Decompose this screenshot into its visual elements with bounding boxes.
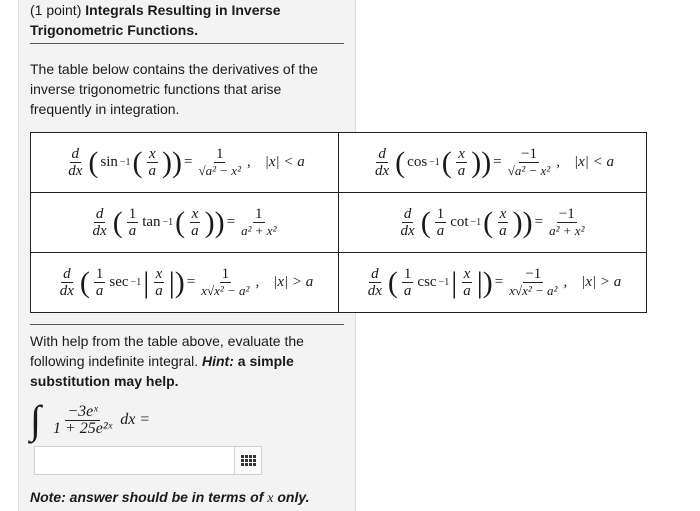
cell-csc: $\frac{d}{dx}$ ( $\frac{1}{a}$ csc −1 | $\frac{x}{a}$ |) = $\frac{-1}{\text{x√x² − a²}}$ , |x| > a	[339, 253, 647, 313]
table-row	[31, 253, 647, 313]
divider-top	[30, 43, 344, 44]
dx-equals: dx =	[120, 411, 151, 428]
points-label: (1 point)	[30, 2, 82, 18]
cell-sin: $\frac{d}{dx}$ ( sin −1 ( $\frac{x}{a}$ )) = $\frac{1}{\text{√a² − x²}}$ , |x| < a	[31, 133, 339, 193]
derivative-table	[30, 132, 647, 313]
cell-cot: $\frac{d}{dx}$ ( $\frac{1}{a}$ cot −1 ( $\frac{x}{a}$ )) = $\frac{-1}{\text{a² + x²}}$	[339, 193, 647, 253]
cell-sec: $\frac{d}{dx}$ ( $\frac{1}{a}$ sec −1 | $\frac{x}{a}$ |) = $\frac{1}{\text{x√x² − a²}}$ , |x| > a	[31, 253, 339, 313]
math-keyboard-button[interactable]	[234, 447, 261, 474]
hint-label: Hint:	[202, 353, 234, 369]
integrand-numerator: −3eˣ	[67, 402, 98, 420]
integrand-denominator: 1 + 25e²ˣ	[52, 419, 113, 437]
intro-text: The table below contains the derivatives of the inverse trigonometric functions that arise frequently in integration.	[30, 61, 318, 117]
integrand	[51, 404, 114, 437]
answer-input[interactable]	[35, 447, 234, 474]
answer-box	[34, 446, 262, 475]
hint-text: a simple substitution may help.	[30, 353, 294, 389]
table-row	[31, 193, 647, 253]
problem-title	[30, 0, 350, 40]
divider-bottom	[30, 324, 344, 325]
answer-note: Note: answer should be in terms of x only.	[30, 489, 310, 506]
help-text: With help from the table above, evaluate the following indefinite integral. Hint: a simple substitution may help.	[30, 333, 304, 389]
cell-tan: $\frac{d}{dx}$ ( $\frac{1}{a}$ tan −1 ( $\frac{x}{a}$ )) = $\frac{1}{\text{a² + x²}}$	[31, 193, 339, 253]
keypad-icon	[241, 455, 256, 466]
integral-expression	[30, 397, 151, 442]
table-row	[31, 133, 647, 193]
cell-cos: $\frac{d}{dx}$ ( cos −1 ( $\frac{x}{a}$ )) = $\frac{-1}{\text{√a² − x²}}$ , |x| < a	[339, 133, 647, 193]
integral-sign: ∫	[30, 397, 41, 442]
note-variable: x	[267, 491, 274, 506]
title-text: Integrals Resulting in Inverse Trigonometric Functions.	[30, 2, 281, 38]
